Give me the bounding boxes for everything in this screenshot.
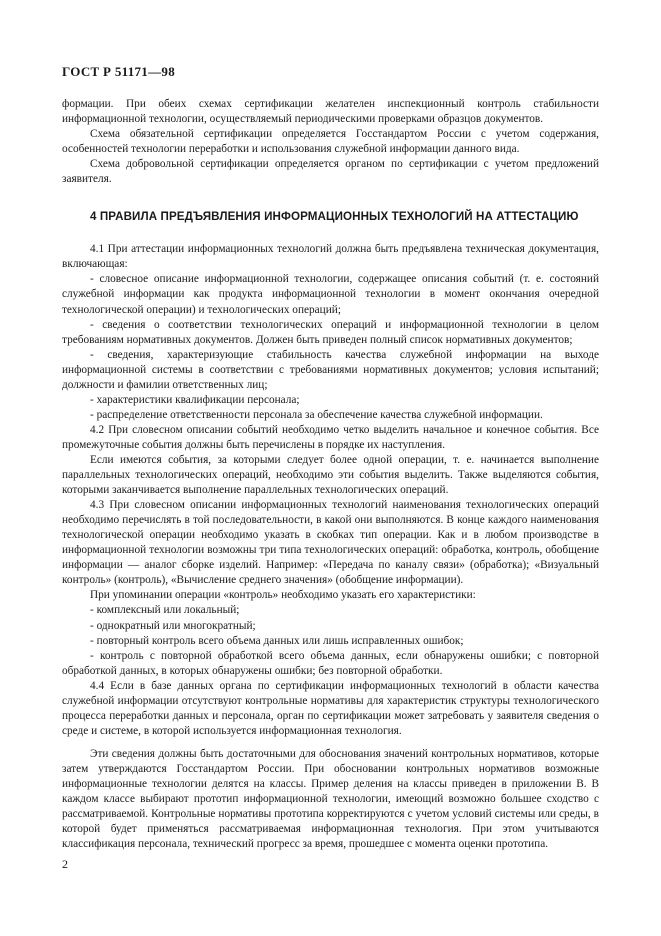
paragraph: - комплексный или локальный; [90,604,240,617]
paragraph: 4.4 Если в базе данных органа по сертификации информационных технологий в области качества служебной информации отсутствуют контрольные нормативы для характеристик структуры технологического процесса переработки данных и персонала, орган по сертификации может затребовать у заявителя сведения о среде и системе, в которой используется информационная технология. [62,679,599,737]
paragraph: Эти сведения должны быть достаточными для обоснования значений контрольных нормативов, которые затем утверждаются Госстандартом России. При обосновании контрольных нормативов возможные информационные технологии делятся на классы. Пример деления на классы приведен в приложении В. В каждом классе выбирают прототип информационной технологии, имеющий возможно большее сходство с рассматриваемой. Контрольные нормативы прототипа корректируются с учетом условий системы или среды, в которой будет применяться рассматриваемая информационная технология. При этом учитываются классификация персонала, технический прогресс за время, прошедшее с момента оценки прототипа. [62,747,599,851]
document-header: ГОСТ Р 51171—98 [62,64,176,79]
paragraph: - словесное описание информационной технологии, содержащее описания событий (т. е. состояний служебной информации как продукта информационной технологии в момент окончания очередной технологической операции) и технологических операций; [62,273,599,316]
paragraph: - сведения о соответствии технологических операций и информационной технологии в целом требованиям нормативных документов. Должен быть приведен полный список нормативных документов; [62,318,599,346]
paragraph: - повторный контроль всего объема данных или лишь исправленных ошибок; [90,634,464,647]
paragraph: 4.2 При словесном описании событий необходимо четко выделить начальное и конечное события. Все промежуточные события должны быть перечислены в порядке их наступления. [62,423,599,451]
paragraph: 4.3 При словесном описании информационных технологий наименования технологических операций необходимо перечислять в той последовательности, в какой они выполняются. В конце каждого наименования технологической операции необходимо указать в скобках тип операции. Как и в любом производстве в информационной технологии возможны три типа технологических операций: обработка, контроль, обобщение информации — аналог сборке изделий. Например: «Передача по каналу связи» (обработка); «Визуальный контроль» (контроль), «Вычисление среднего значения» (обобщение информации). [62,499,599,587]
paragraph: - контроль с повторной обработкой всего объема данных, если обнаружены ошибки; с повторной обработкой данных, в которых обнаружены ошибки; без повторной обработки. [62,649,599,677]
paragraph: Схема добровольной сертификации определяется органом по сертификации с учетом предложений заявителя. [62,158,599,186]
paragraph: формации. При обеих схемах сертификации желателен инспекционный контроль стабильности информационной технологии, осуществляемый периодическими проверками образцов документов. [62,98,599,126]
paragraph: Если имеются события, за которыми следует более одной операции, т. е. начинается выполнение параллельных технологических операций, необходимо эти события выделить. Также выделяются события, которыми заканчивается выполнение параллельных технологических операций. [62,453,599,497]
page-number: 2 [62,857,68,871]
paragraph: Схема обязательной сертификации определяется Госстандартом России с учетом содержания, особенностей технологии переработки и использования служебной информации данного вида. [62,128,599,156]
paragraph: - распределение ответственности персонала за обеспечение качества служебной информации. [90,408,543,421]
paragraph: 4.1 При аттестации информационных технологий должна быть предъявлена техническая документация, включающая: [62,243,599,271]
paragraph: - характеристики квалификации персонала; [90,393,300,406]
paragraph: - однократный или многократный; [90,619,256,632]
document-body [62,97,599,852]
paragraph: - сведения, характеризующие стабильность качества служебной информации на выходе информационной системы в соответствии с требованиями нормативных документов; условия испытаний; должности и фамилии ответственных лиц; [62,348,599,391]
section-heading: 4 ПРАВИЛА ПРЕДЪЯВЛЕНИЯ ИНФОРМАЦИОННЫХ ТЕХНОЛОГИЙ НА АТТЕСТАЦИЮ [90,210,579,224]
paragraph: При упоминании операции «контроль» необходимо указать его характеристики: [90,589,476,602]
